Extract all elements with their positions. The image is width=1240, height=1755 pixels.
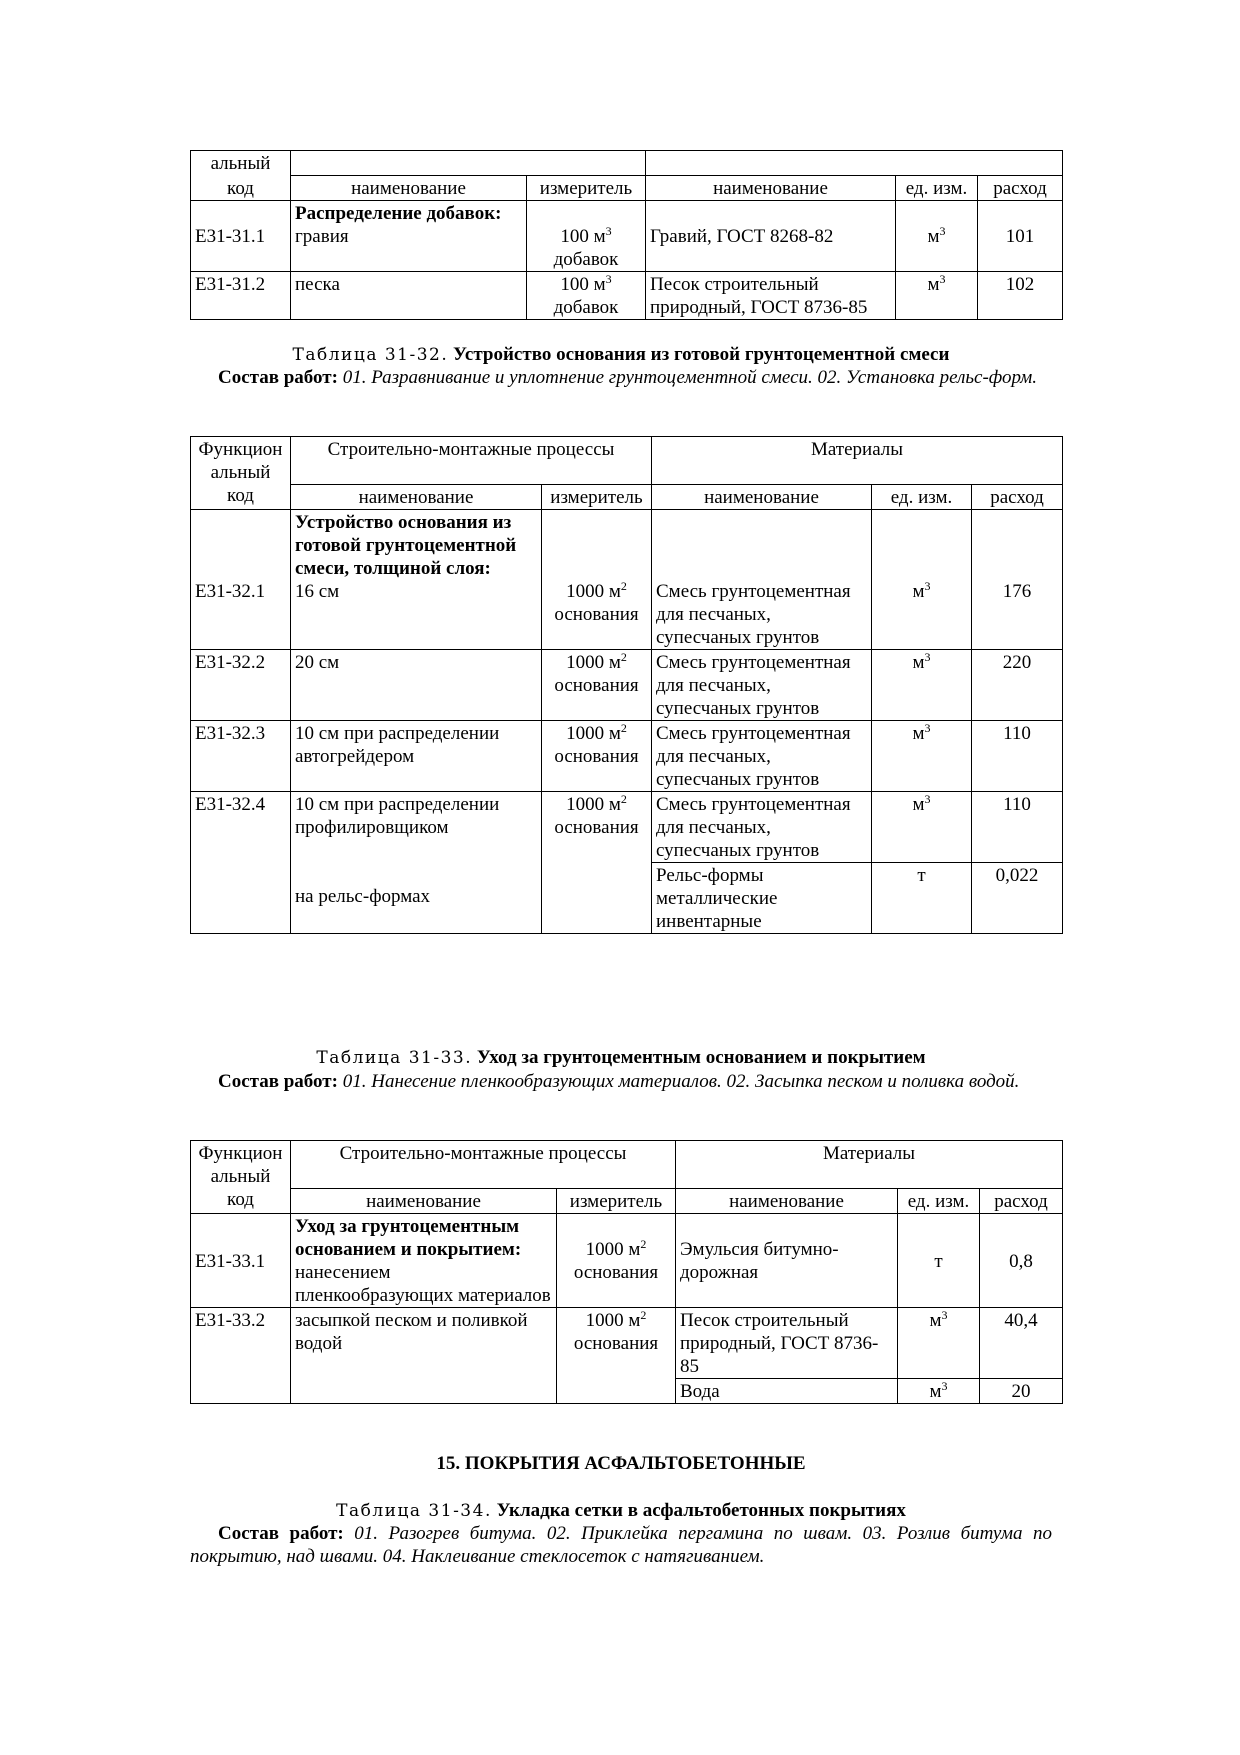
row-name bbox=[291, 201, 527, 272]
table-31-31 bbox=[190, 150, 1063, 320]
row-name: 10 см при распределении профилировщиком на рельс-формах bbox=[291, 792, 542, 934]
row-code: Е31-31.2 bbox=[191, 272, 291, 320]
composition-text: 01. Разогрев битума. 02. Приклейка пергамина по швам. 03. Розлив битума по покрытию, над швами. 04. Наклеивание стеклосеток с натягиванием. bbox=[190, 1523, 1052, 1567]
table-row bbox=[191, 201, 1063, 272]
row-unit: $м^3$ bbox=[872, 650, 972, 721]
row-unit: $м^3$ bbox=[896, 201, 978, 272]
table-row bbox=[191, 792, 1063, 863]
row-material: Рельс-формы металлические инвентарные bbox=[652, 863, 872, 934]
work-composition bbox=[190, 366, 1052, 389]
header-code: код bbox=[191, 176, 291, 201]
row-unit: $м^3$ bbox=[898, 1308, 980, 1379]
row-material: Гравий, ГОСТ 8268-82 bbox=[646, 201, 896, 272]
group-title: Распределение добавок: bbox=[295, 203, 502, 224]
row-name-text: гравия bbox=[295, 226, 349, 247]
header-processes: Строительно-монтажные процессы bbox=[291, 1141, 676, 1189]
header-code: Функцион альный код bbox=[191, 437, 291, 510]
header-name: наименование bbox=[291, 485, 542, 510]
row-name: 10 см при распределении автогрейдером bbox=[291, 721, 542, 792]
row-code: Е31-32.1 bbox=[191, 510, 291, 650]
header-code-top: альный bbox=[191, 151, 291, 176]
caption-title: Укладка сетки в асфальтобетонных покрытиях bbox=[496, 1500, 906, 1521]
header-measure: измеритель bbox=[542, 485, 652, 510]
row-measure: 1000 $м^2$ основания bbox=[542, 721, 652, 792]
work-composition bbox=[190, 1522, 1052, 1568]
row-code: Е31-32.3 bbox=[191, 721, 291, 792]
row-measure: 100 $м^3$ добавок bbox=[527, 201, 646, 272]
table-row bbox=[191, 510, 1063, 650]
composition-label: Состав работ: bbox=[218, 367, 338, 388]
row-code: Е31-33.2 bbox=[191, 1308, 291, 1404]
row-code: Е31-31.1 bbox=[191, 201, 291, 272]
row-code: Е31-33.1 bbox=[191, 1214, 291, 1308]
header-material-name: наименование bbox=[676, 1189, 898, 1214]
row-measure: 1000 $м^2$ основания bbox=[542, 510, 652, 650]
row-name: 20 см bbox=[291, 650, 542, 721]
row-measure: 100 $м^3$ добавок bbox=[527, 272, 646, 320]
header-material-name: наименование bbox=[646, 176, 896, 201]
row-rate: 220 bbox=[972, 650, 1063, 721]
table-row bbox=[191, 721, 1063, 792]
row-measure: 1000 $м^2$ основания bbox=[557, 1308, 676, 1404]
group-title: Устройство основания из готовой грунтоцементной смеси, толщиной слоя: bbox=[295, 512, 517, 579]
row-rate: 102 bbox=[978, 272, 1063, 320]
row-name: песка bbox=[291, 272, 527, 320]
row-material: Смесь грунтоцементная для песчаных, супесчаных грунтов bbox=[652, 650, 872, 721]
row-material: Эмульсия битумно-дорожная bbox=[676, 1214, 898, 1308]
table-31-32 bbox=[190, 436, 1063, 934]
table-header-row bbox=[191, 437, 1063, 485]
table-row bbox=[191, 1308, 1063, 1379]
row-material: Смесь грунтоцементная для песчаных, супесчаных грунтов bbox=[652, 721, 872, 792]
header-material-name: наименование bbox=[652, 485, 872, 510]
caption-prefix: Таблица 31-33. bbox=[316, 1048, 473, 1068]
header-measure: измеритель bbox=[527, 176, 646, 201]
work-composition bbox=[190, 1070, 1052, 1093]
row-rate: 40,4 bbox=[980, 1308, 1063, 1379]
header-code: Функцион альный код bbox=[191, 1141, 291, 1214]
table-subheader-row bbox=[191, 485, 1063, 510]
header-unit: ед. изм. bbox=[872, 485, 972, 510]
row-name: Уход за грунтоцементным основанием и покрытием: нанесением пленкообразующих материалов bbox=[291, 1214, 557, 1308]
header-unit: ед. изм. bbox=[898, 1189, 980, 1214]
row-unit: $м^3$ bbox=[872, 721, 972, 792]
row-material: Смесь грунтоцементная для песчаных, супесчаных грунтов bbox=[652, 510, 872, 650]
row-rate: 0,022 bbox=[972, 863, 1063, 934]
row-code: Е31-32.2 bbox=[191, 650, 291, 721]
composition-label: Состав работ: bbox=[218, 1523, 344, 1544]
row-material: Песок строительный природный, ГОСТ 8736-85 bbox=[646, 272, 896, 320]
header-name: наименование bbox=[291, 1189, 557, 1214]
row-unit: $м^3$ bbox=[896, 272, 978, 320]
header-materials-blank bbox=[646, 151, 1063, 176]
row-material: Смесь грунтоцементная для песчаных, супесчаных грунтов bbox=[652, 792, 872, 863]
header-rate: расход bbox=[972, 485, 1063, 510]
table-caption bbox=[190, 1499, 1052, 1523]
header-measure: измеритель bbox=[557, 1189, 676, 1214]
header-materials: Материалы bbox=[652, 437, 1063, 485]
table-caption bbox=[190, 1046, 1052, 1070]
row-rate: 176 bbox=[972, 510, 1063, 650]
composition-label: Состав работ: bbox=[218, 1071, 338, 1092]
row-material: Вода bbox=[676, 1379, 898, 1404]
composition-text: 01. Разравнивание и уплотнение грунтоцементной смеси. 02. Установка рельс-форм. bbox=[342, 367, 1037, 388]
table-subheader-row bbox=[191, 1189, 1063, 1214]
row-unit: т bbox=[898, 1214, 980, 1308]
table-subheader-row bbox=[191, 176, 1063, 201]
table-row bbox=[191, 1214, 1063, 1308]
header-rate: расход bbox=[980, 1189, 1063, 1214]
caption-prefix: Таблица 31-34. bbox=[336, 1501, 492, 1521]
caption-title: Уход за грунтоцементным основанием и покрытием bbox=[476, 1047, 926, 1068]
row-material: Песок строительный природный, ГОСТ 8736-85 bbox=[676, 1308, 898, 1379]
group-title: Уход за грунтоцементным основанием и покрытием: bbox=[295, 1216, 522, 1260]
row-measure: 1000 $м^2$ основания bbox=[557, 1214, 676, 1308]
caption-prefix: Таблица 31-32. bbox=[292, 345, 449, 365]
row-unit: $м^3$ bbox=[872, 510, 972, 650]
section-title: 15. ПОКРЫТИЯ АСФАЛЬТОБЕТОННЫЕ bbox=[436, 1453, 806, 1474]
table-row bbox=[191, 272, 1063, 320]
header-unit: ед. изм. bbox=[896, 176, 978, 201]
table-caption bbox=[190, 343, 1052, 367]
row-rate: 20 bbox=[980, 1379, 1063, 1404]
row-unit: т bbox=[872, 863, 972, 934]
row-unit: $м^3$ bbox=[898, 1379, 980, 1404]
composition-text: 01. Нанесение пленкообразующих материалов. 02. Засыпка песком и поливка водой. bbox=[342, 1071, 1020, 1092]
header-rate: расход bbox=[978, 176, 1063, 201]
header-materials: Материалы bbox=[676, 1141, 1063, 1189]
header-name: наименование bbox=[291, 176, 527, 201]
table-header-row bbox=[191, 151, 1063, 176]
row-unit: $м^3$ bbox=[872, 792, 972, 863]
table-header-row bbox=[191, 1141, 1063, 1189]
table-row bbox=[191, 650, 1063, 721]
row-name: засыпкой песком и поливкой водой bbox=[291, 1308, 557, 1404]
row-rate: 0,8 bbox=[980, 1214, 1063, 1308]
caption-title: Устройство основания из готовой грунтоцементной смеси bbox=[453, 344, 950, 365]
row-rate: 110 bbox=[972, 721, 1063, 792]
row-rate: 101 bbox=[978, 201, 1063, 272]
table-31-33 bbox=[190, 1140, 1063, 1404]
header-processes: Строительно-монтажные процессы bbox=[291, 437, 652, 485]
header-processes-blank bbox=[291, 151, 646, 176]
row-rate: 110 bbox=[972, 792, 1063, 863]
row-code: Е31-32.4 bbox=[191, 792, 291, 934]
row-name: Устройство основания из готовой грунтоцементной смеси, толщиной слоя: 16 см bbox=[291, 510, 542, 650]
row-measure: 1000 $м^2$ основания bbox=[542, 792, 652, 934]
row-measure: 1000 $м^2$ основания bbox=[542, 650, 652, 721]
